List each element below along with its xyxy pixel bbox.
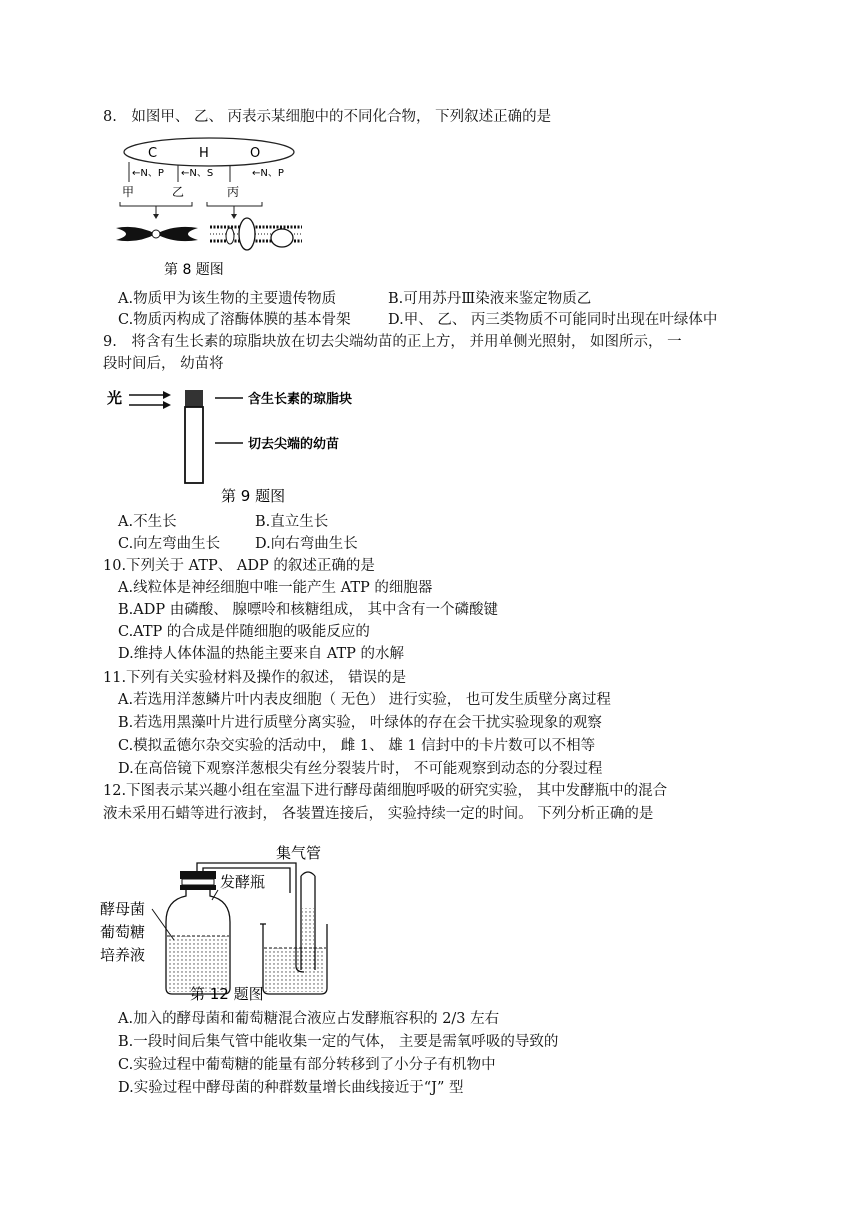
q12-option-d: D.实验过程中酵母菌的种群数量增长曲线接近于“J” 型 xyxy=(118,1080,464,1096)
light-arrow-icon xyxy=(129,391,171,409)
q9-option-a: A.不生长 xyxy=(118,514,177,530)
arrow-label-1: ←N、P xyxy=(132,168,164,179)
q8-option-c: C.物质丙构成了溶酶体膜的基本骨架 xyxy=(118,312,351,328)
q9-option-b: B.直立生长 xyxy=(255,514,329,530)
q12-figure-caption: 第 12 题图 xyxy=(190,985,264,1003)
q12-option-c: C.实验过程中葡萄糖的能量有部分转移到了小分子有机物中 xyxy=(118,1057,496,1073)
q11-option-c: C.模拟孟德尔杂交实验的活动中， 雌 1、 雄 1 信封中的卡片数可以不相等 xyxy=(118,738,596,754)
q12-stem-line1: 12.下图表示某兴趣小组在室温下进行酵母菌细胞呼吸的研究实验， 其中发酵瓶中的混合 xyxy=(103,783,668,799)
bottle-label: 发酵瓶 xyxy=(220,873,266,891)
bottle-stopper xyxy=(180,871,216,879)
bottle-liquid xyxy=(168,936,228,992)
q11-stem: 11.下列有关实验材料及操作的叙述， 错误的是 xyxy=(103,670,407,686)
seedling xyxy=(185,407,203,483)
q9-figure-caption: 第 9 题图 xyxy=(221,487,286,505)
q8-option-b: B.可用苏丹Ⅲ染液来鉴定物质乙 xyxy=(388,291,592,307)
q8-stem: 8. 如图甲、 乙、 丙表示某细胞中的不同化合物， 下列叙述正确的是 xyxy=(103,109,552,125)
gas-tube-label: 集气管 xyxy=(276,844,322,862)
element-c: C xyxy=(148,146,158,161)
q10-option-b: B.ADP 由磷酸、 腺嘌呤和核糖组成， 其中含有一个磷酸键 xyxy=(118,602,498,618)
arrow-label-3: ←N、P xyxy=(252,168,284,179)
q12-option-a: A.加入的酵母菌和葡萄糖混合液应占发酵瓶容积的 2/3 左右 xyxy=(118,1011,500,1027)
q11-option-d: D.在高倍镜下观察洋葱根尖有丝分裂装片时， 不可能观察到动态的分裂过程 xyxy=(118,761,603,777)
q9-figure xyxy=(105,383,395,508)
seedling-label: 切去尖端的幼苗 xyxy=(248,437,340,452)
q9-stem-line1: 9. 将含有生长素的琼脂块放在切去尖端幼苗的正上方， 并用单侧光照射， 如图所示， 一 xyxy=(103,334,682,350)
q12-option-b: B.一段时间后集气管中能收集一定的气体， 主要是需氧呼吸的导致的 xyxy=(118,1034,559,1050)
q10-option-d: D.维持人体体温的热能主要来自 ATP 的水解 xyxy=(118,646,405,662)
q12-figure xyxy=(100,838,360,1003)
compound-jia: 甲 xyxy=(122,185,135,199)
liquid-label-3: 培养液 xyxy=(100,946,146,964)
element-h: H xyxy=(199,146,209,161)
q9-option-c: C.向左弯曲生长 xyxy=(118,536,221,552)
q10-option-c: C.ATP 的合成是伴随细胞的吸能反应的 xyxy=(118,624,370,640)
q8-figure-caption: 第 8 题图 xyxy=(164,262,224,278)
compound-bing: 丙 xyxy=(227,185,240,199)
q10-stem: 10.下列关于 ATP、 ADP 的叙述正确的是 xyxy=(103,558,375,574)
light-label: 光 xyxy=(107,389,123,407)
q8-option-d: D.甲、 乙、 丙三类物质不可能同时出现在叶绿体中 xyxy=(388,312,718,328)
agar-block xyxy=(185,390,203,407)
q11-option-a: A.若选用洋葱鳞片叶内表皮细胞（ 无色） 进行实验， 也可发生质壁分离过程 xyxy=(118,692,611,708)
q8-option-a: A.物质甲为该生物的主要遗传物质 xyxy=(118,291,337,307)
q9-option-d: D.向右弯曲生长 xyxy=(255,536,358,552)
agar-label: 含生长素的琼脂块 xyxy=(248,392,353,407)
q12-stem-line2: 液未采用石蜡等进行液封， 各装置连接后， 实验持续一定的时间。 下列分析正确的是 xyxy=(103,806,654,822)
compound-yi: 乙 xyxy=(172,185,185,199)
liquid-label-2: 葡萄糖 xyxy=(100,923,146,941)
q9-stem-line2: 段时间后， 幼苗将 xyxy=(103,356,224,372)
q10-option-a: A.线粒体是神经细胞中唯一能产生 ATP 的细胞器 xyxy=(118,580,433,596)
element-o: O xyxy=(250,146,261,161)
q11-option-b: B.若选用黑藻叶片进行质壁分离实验， 叶绿体的存在会干扰实验现象的观察 xyxy=(118,715,602,731)
q8-figure xyxy=(112,134,322,284)
arrow-label-2: ←N、S xyxy=(181,168,214,179)
chromosome-icon xyxy=(116,227,198,241)
membrane-icon xyxy=(210,218,302,250)
beaker-water xyxy=(265,948,325,992)
liquid-label-1: 酵母菌 xyxy=(100,900,146,918)
